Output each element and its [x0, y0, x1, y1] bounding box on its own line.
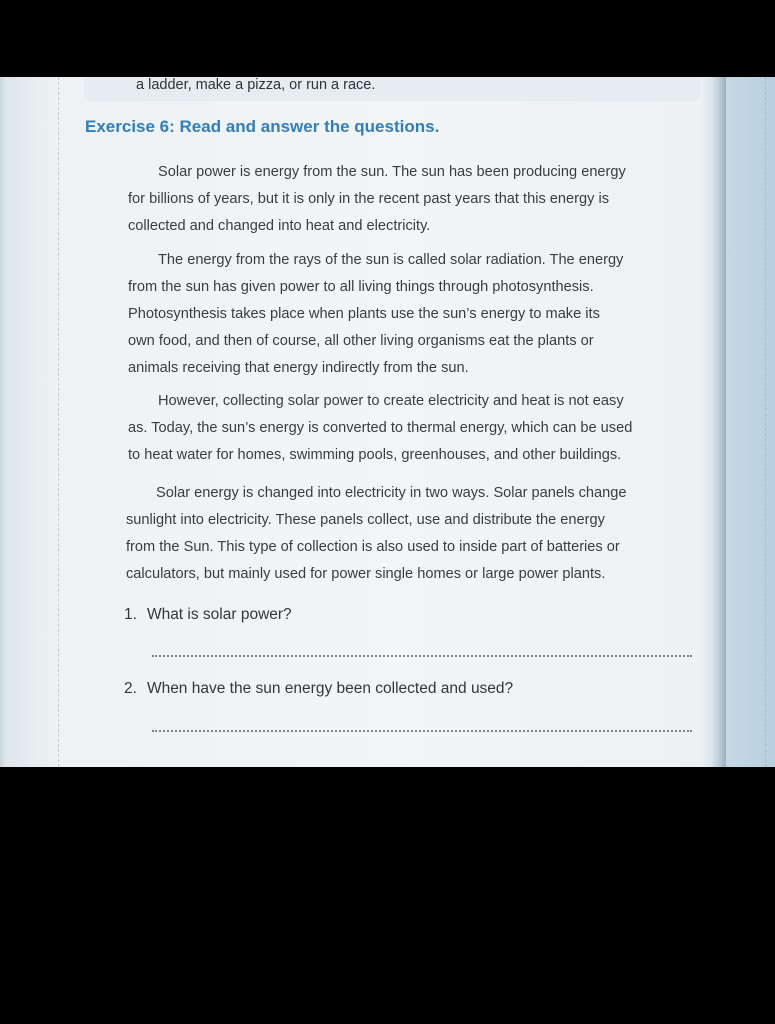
paragraph-line: to heat water for homes, swimming pools, greenhouses, and other buildings.	[128, 447, 622, 463]
paragraph-1	[128, 159, 728, 240]
exercise-title: Exercise 6: Read and answer the questions.	[85, 117, 440, 136]
paragraph-line: animals receiving that energy indirectly from the sun.	[128, 360, 469, 376]
question-text: When have the sun energy been collected and used?	[146, 680, 514, 697]
answer-line-1[interactable]	[152, 655, 692, 657]
paragraph-line: from the Sun. This type of collection is also used to inside part of batteries or	[126, 539, 620, 555]
page-right-border	[765, 77, 766, 767]
question-2	[124, 680, 513, 698]
paragraph-line: However, collecting solar power to create electricity and heat is not easy	[158, 393, 624, 409]
question-text: What is solar power?	[146, 606, 292, 623]
question-number: 1.	[124, 606, 137, 623]
paragraph-line: The energy from the rays of the sun is called solar radiation. The energy	[158, 252, 624, 268]
paragraph-line: Solar energy is changed into electricity in two ways. Solar panels change	[156, 485, 627, 501]
paragraph-line: as. Today, the sun’s energy is converted to thermal energy, which can be used	[128, 420, 633, 436]
paragraph-line: calculators, but mainly used for power single homes or large power plants.	[126, 566, 606, 582]
paragraph-3	[128, 388, 728, 469]
paragraph-line: own food, and then of course, all other living organisms eat the plants or	[128, 333, 594, 349]
paragraph-line: Solar power is energy from the sun. The sun has been producing energy	[158, 164, 626, 180]
paragraph-line: from the sun has given power to all living things through photosynthesis.	[128, 279, 594, 295]
previous-exercise-text: a ladder, make a pizza, or run a race.	[136, 77, 376, 93]
paragraph-line: collected and changed into heat and electricity.	[128, 218, 431, 234]
paragraph-2	[128, 247, 728, 382]
question-1	[124, 606, 292, 624]
page-left-border	[58, 77, 59, 767]
paragraph-line: Photosynthesis takes place when plants use the sun’s energy to make its	[128, 306, 600, 322]
paragraph-4	[126, 480, 726, 588]
paragraph-line: sunlight into electricity. These panels collect, use and distribute the energy	[126, 512, 605, 528]
answer-line-2[interactable]	[152, 730, 692, 732]
question-number: 2.	[124, 680, 137, 697]
textbook-page-photo	[0, 77, 775, 767]
paragraph-line: for billions of years, but it is only in the recent past years that this energy is	[128, 191, 610, 207]
